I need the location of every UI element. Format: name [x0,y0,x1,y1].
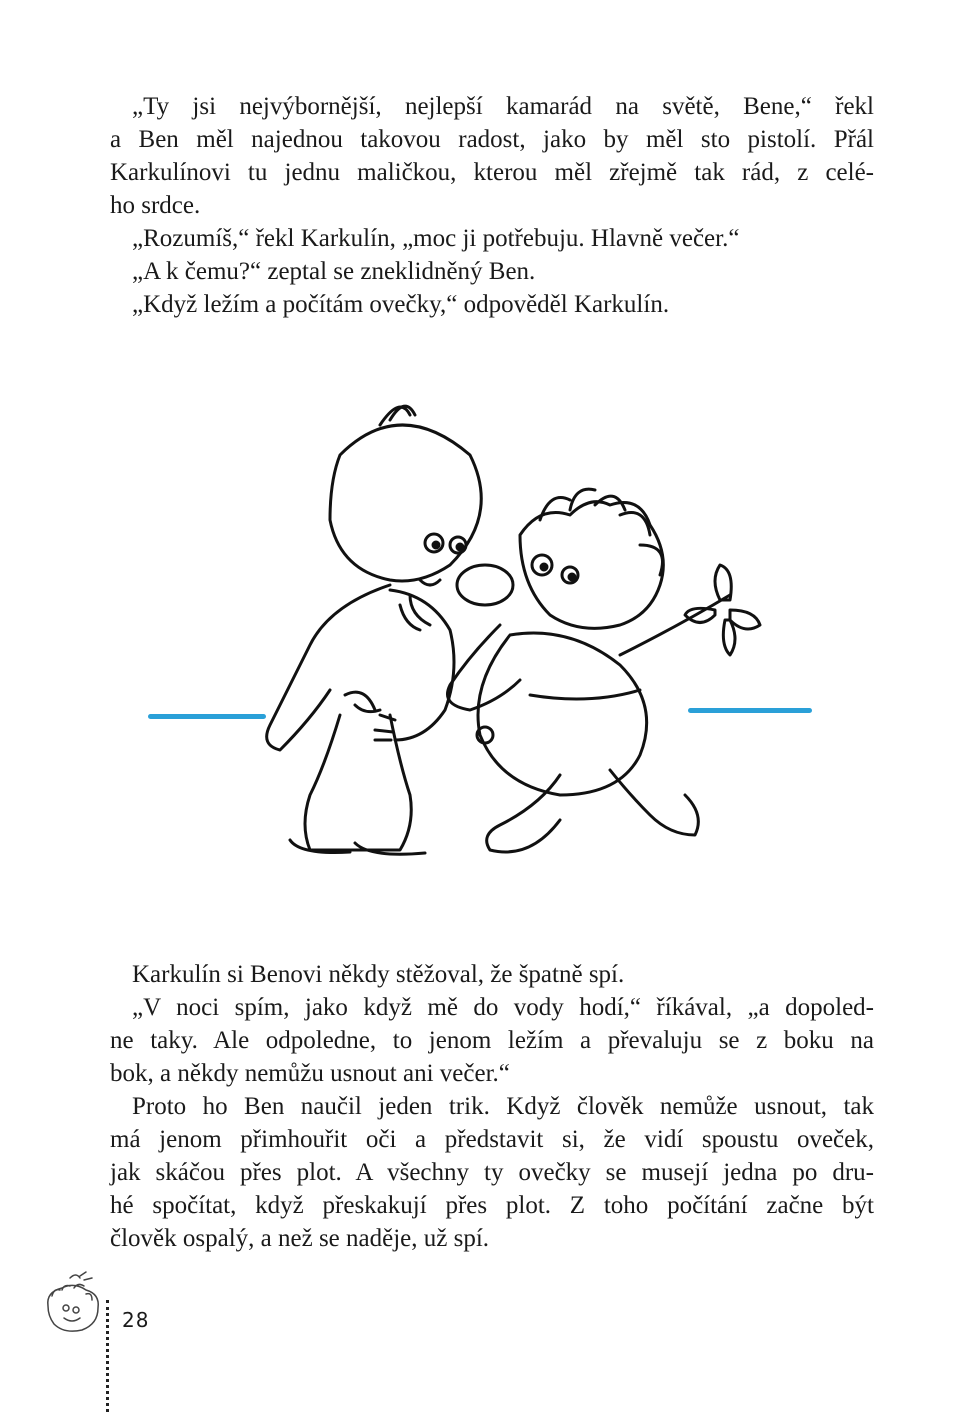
illustration-ben-and-karkulin [140,395,820,875]
text-line: má jenom přimhouřit oči a představit si, že vidí spoustu oveček, [110,1126,874,1153]
text-line: „Ty jsi nejvýbornější, nejlepší kamarád na světě, Bene,“ řekl [132,93,874,120]
story-paragraph [110,991,874,1090]
karkulin-head-icon [40,1270,104,1340]
text-line: Karkulín si Benovi někdy stěžoval, že špatně spí. [132,961,625,988]
text-line: jak skáčou přes plot. A všechny ty ovečky se musejí jedna po dru- [110,1159,874,1186]
text-line: Karkulínovi tu jednu maličkou, kterou měl zřejmě tak rád, z celé- [110,159,874,186]
text-line: bok, a někdy nemůžu usnout ani večer.“ [110,1060,510,1087]
text-line: hé spočítat, když přeskakují přes plot. Z toho počítání začne být [110,1192,874,1219]
text-line: „V noci spím, jako když mě do vody hodí,“ říkával, „a dopoled- [132,994,874,1021]
dialogue-line: „Když ležím a počítám ovečky,“ odpověděl Karkulín. [132,291,670,318]
dialogue-block [110,222,874,321]
text-line: a Ben měl najednou takovou radost, jako by měl sto pistolí. Přál [110,126,874,153]
dialogue-line: „Rozumíš,“ řekl Karkulín, „moc ji potřebuju. Hlavně večer.“ [132,225,740,252]
opening-paragraph [110,90,874,222]
text-line: Proto ho Ben naučil jeden trik. Když člověk nemůže usnout, tak [132,1093,874,1120]
story-paragraph [110,1090,874,1255]
story-paragraph [110,958,874,991]
footer-dotted-rule [106,1300,109,1412]
page-number: 28 [122,1308,150,1332]
dialogue-line: „A k čemu?“ zeptal se zneklidněný Ben. [132,258,536,285]
text-line: ne taky. Ale odpoledne, to jenom ležím a převaluju se z boku na [110,1027,874,1054]
text-line: ho srdce. [110,192,201,219]
text-line: člověk ospalý, a než se naděje, už spí. [110,1225,490,1252]
ben-figure [267,406,482,854]
